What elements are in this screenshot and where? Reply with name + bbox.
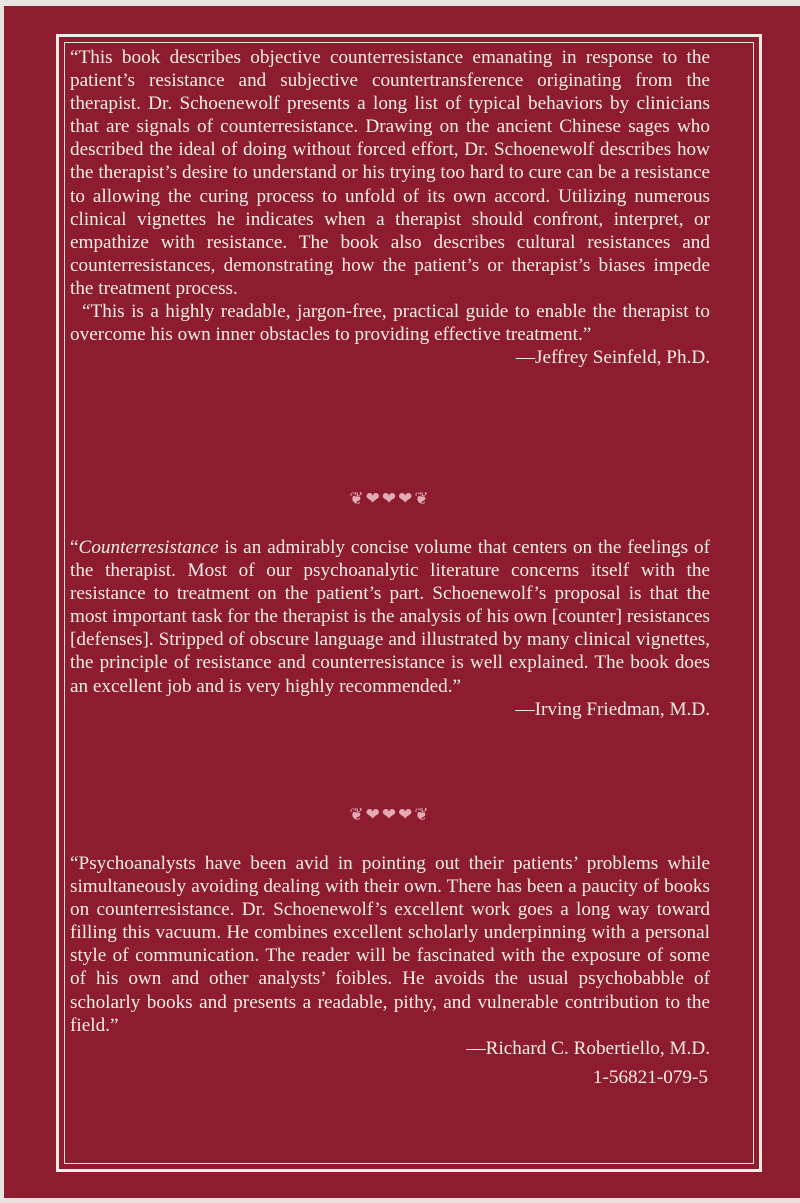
heart-ornament-icon: ❦❤❤❤❦	[349, 489, 431, 509]
quote-paragraph: “This book describes objective counterresistance emanating in response to the patient’s resistance and subjective countertransference originating from the therapist. Dr. Schoenewolf presents a long list of typical behaviors by clinicians that are signals of counterresistance. Drawing on the ancient Chinese sages who described the ideal of doing without forced effort, Dr. Schoenewolf describes how the therapist’s desire to understand or his trying too hard to cure can be a resistance to allowing the curing process to unfold of its own accord. Utilizing numerous clinical vignettes he indicates when a therapist should confront, interpret, or empathize with resistance. The book also describes cultural resistances and counterresistances, demonstrating how the patient’s or therapist’s biases impede the treatment process.	[70, 47, 710, 299]
isbn-number: 1-56821-079-5	[592, 1067, 708, 1088]
quote-open-mark: “	[70, 537, 79, 558]
quote-friedman	[70, 536, 710, 721]
heart-ornament-icon: ❦❤❤❤❦	[349, 805, 431, 825]
quote-paragraph: “This is a highly readable, jargon-free, practical guide to enable the therapist to overcome his own inner obstacles to providing effective treatment.”	[70, 301, 710, 346]
quote-paragraph: “Psychoanalysts have been avid in pointing out their patients’ problems while simultaneously avoiding dealing with their own. There has been a paucity of books on counterresistance. Dr. Schoenewolf’s excellent work goes a long way toward filling this vacuum. He combines excellent scholarly underpinning with a personal style of communication. The reader will be fascinated with the exposure of some of his own and other analysts’ foibles. He avoids the usual psychobabble of scholarly books and presents a readable, pithy, and vulnerable contribution to the field.”	[70, 853, 710, 1036]
quote-attribution: —Irving Friedman, M.D.	[515, 698, 710, 720]
quote-attribution: —Jeffrey Seinfeld, Ph.D.	[515, 347, 710, 369]
book-title-italic: Counterresistance	[78, 537, 219, 558]
quote-seinfeld	[70, 46, 710, 369]
quote-body: is an admirably concise volume that centers on the feelings of the therapist. Most of our psychoanalytic literature concerns itself with the resistance to treatment on the patient’s part. Schoenewolf’s proposal is that the most important task for the therapist is the analysis of his own [counter] resistances [defenses]. Stripped of obscure language and illustrated by many clinical vignettes, the principle of resistance and counterresistance is well explained. The book does an excellent job and is very highly recommended.”	[70, 537, 710, 697]
quote-robertiello	[70, 852, 710, 1060]
book-back-cover	[4, 6, 800, 1198]
quote-attribution: —Richard C. Robertiello, M.D.	[466, 1037, 710, 1059]
quote-paragraph	[70, 536, 710, 698]
